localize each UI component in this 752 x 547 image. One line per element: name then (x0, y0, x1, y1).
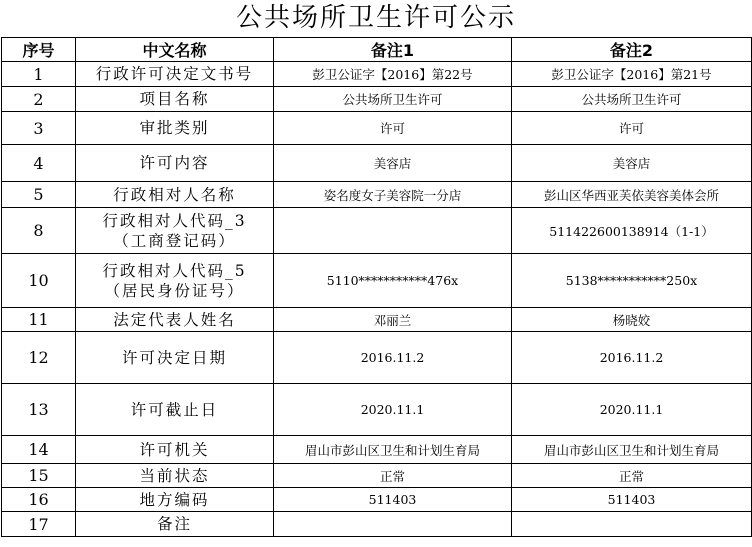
name-cell (76, 145, 274, 182)
table-row (2, 332, 752, 384)
header-name: 中文名称 (76, 38, 274, 62)
serial-cell: 15 (2, 464, 76, 488)
table-row (2, 145, 752, 182)
note2-cell (512, 512, 752, 537)
table-row (2, 464, 752, 488)
note1-cell: 美容店 (274, 145, 512, 182)
table-row (2, 254, 752, 308)
note2-cell: 511422600138914（1-1） (512, 208, 752, 254)
name-cell (76, 332, 274, 384)
table-row (2, 62, 752, 87)
note2-cell: 2016.11.2 (512, 332, 752, 384)
serial-cell: 8 (2, 208, 76, 254)
name-line: 许可决定日期 (121, 348, 227, 367)
name-cell (76, 87, 274, 112)
table-row (2, 512, 752, 537)
name-cell (76, 308, 274, 332)
name-line: （工商登记码） (113, 231, 236, 250)
serial-cell: 14 (2, 436, 76, 464)
table-row (2, 112, 752, 145)
header-row (2, 38, 752, 62)
note1-cell: 邓丽兰 (274, 308, 512, 332)
note1-cell: 5110***********476x (274, 254, 512, 308)
table-row (2, 308, 752, 332)
name-cell (76, 436, 274, 464)
name-line: 审批类别 (139, 119, 210, 137)
note2-cell: 眉山市彭山区卫生和计划生育局 (512, 436, 752, 464)
name-line: 许可机关 (139, 440, 210, 459)
note2-cell: 公共场所卫生许可 (512, 87, 752, 112)
header-note1: 备注1 (274, 38, 512, 62)
serial-cell: 17 (2, 512, 76, 537)
note1-cell: 彭卫公证字【2016】第22号 (274, 62, 512, 87)
name-line: 地方编码 (139, 490, 210, 509)
serial-cell: 5 (2, 182, 76, 208)
name-line: 当前状态 (139, 466, 210, 485)
note1-cell: 2020.11.1 (274, 384, 512, 436)
table-row (2, 182, 752, 208)
name-line: （居民身份证号） (104, 281, 245, 300)
note2-cell: 杨晓姣 (512, 308, 752, 332)
note1-cell (274, 512, 512, 537)
note2-cell: 彭山区华西亚芙依美容美体会所 (512, 182, 752, 208)
name-line: 许可内容 (139, 154, 210, 172)
serial-cell: 12 (2, 332, 76, 384)
name-line: 行政相对人名称 (113, 185, 236, 204)
name-line: 行政相对人代码_5 (102, 261, 247, 280)
serial-cell: 13 (2, 384, 76, 436)
permit-table (1, 37, 752, 537)
name-cell (76, 62, 274, 87)
note1-cell: 姿名度女子美容院一分店 (274, 182, 512, 208)
note2-cell: 5138***********250x (512, 254, 752, 308)
name-line: 法定代表人姓名 (113, 310, 236, 329)
name-line: 备注 (156, 515, 192, 533)
note1-cell: 511403 (274, 488, 512, 512)
note2-cell: 彭卫公证字【2016】第21号 (512, 62, 752, 87)
serial-cell: 4 (2, 145, 76, 182)
note1-cell: 2016.11.2 (274, 332, 512, 384)
note1-cell: 正常 (274, 464, 512, 488)
name-cell (76, 384, 274, 436)
name-cell (76, 208, 274, 254)
name-line: 行政相对人代码_3 (102, 211, 247, 230)
note1-cell: 眉山市彭山区卫生和计划生育局 (274, 436, 512, 464)
serial-cell: 1 (2, 62, 76, 87)
name-cell (76, 112, 274, 145)
table-row (2, 436, 752, 464)
note2-cell: 正常 (512, 464, 752, 488)
name-cell (76, 488, 274, 512)
serial-cell: 11 (2, 308, 76, 332)
header-serial: 序号 (2, 38, 76, 62)
serial-cell: 16 (2, 488, 76, 512)
name-cell (76, 512, 274, 537)
table-row (2, 384, 752, 436)
name-line: 许可截止日 (130, 400, 219, 419)
note2-cell: 511403 (512, 488, 752, 512)
note1-cell: 许可 (274, 112, 512, 145)
name-cell (76, 182, 274, 208)
header-note2: 备注2 (512, 38, 752, 62)
name-line: 行政许可决定文书号 (95, 65, 254, 83)
table-row (2, 87, 752, 112)
note1-cell (274, 208, 512, 254)
table-row (2, 208, 752, 254)
note1-cell: 公共场所卫生许可 (274, 87, 512, 112)
name-line: 项目名称 (139, 90, 210, 108)
serial-cell: 10 (2, 254, 76, 308)
note2-cell: 美容店 (512, 145, 752, 182)
note2-cell: 许可 (512, 112, 752, 145)
serial-cell: 2 (2, 87, 76, 112)
table-body (2, 62, 752, 537)
table-row (2, 488, 752, 512)
name-cell (76, 464, 274, 488)
note2-cell: 2020.11.1 (512, 384, 752, 436)
name-cell (76, 254, 274, 308)
page-title: 公共场所卫生许可公示 (235, 3, 516, 33)
serial-cell: 3 (2, 112, 76, 145)
